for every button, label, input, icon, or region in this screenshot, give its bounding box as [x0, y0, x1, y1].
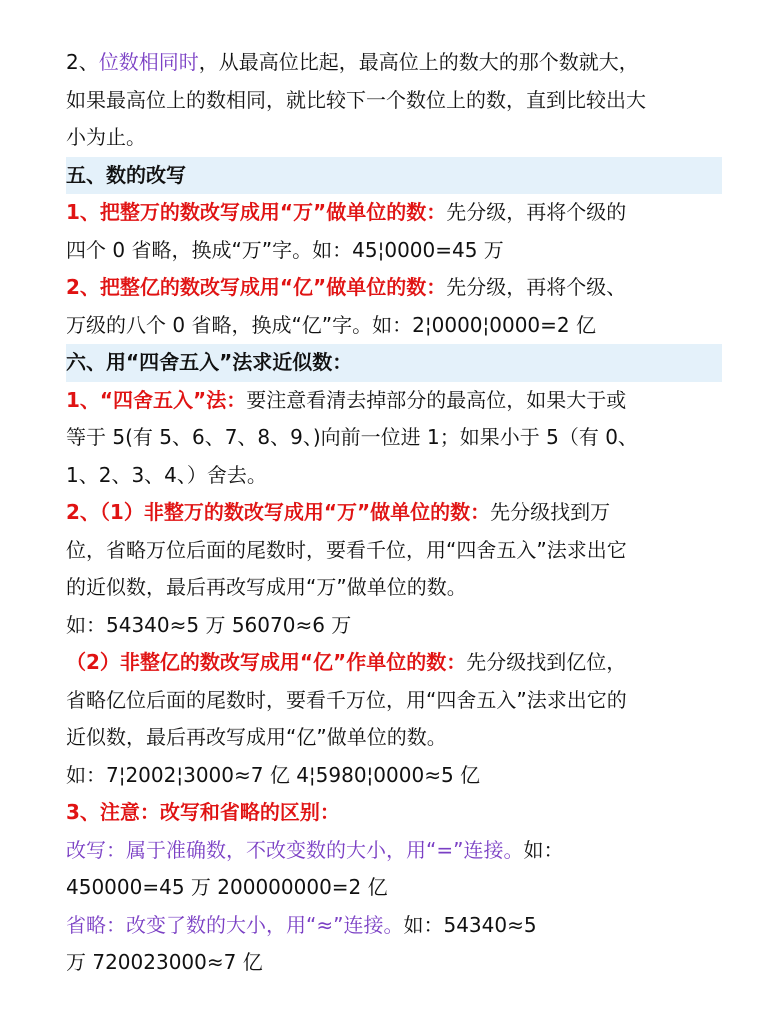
- s5-item1-title: 1、把整万的数改写成用“万”做单位的数：: [66, 200, 447, 224]
- section-6-heading: 六、用“四舍五入”法求近似数：: [66, 344, 722, 382]
- s5-item2-text1: 先分级，再将个级、: [446, 275, 627, 299]
- s6-item3-line1: [66, 644, 708, 682]
- omit-example: 万 720023000≈7 亿: [66, 950, 263, 974]
- s5-item1-text1: 先分级，再将个级的: [446, 200, 627, 224]
- s5-item1-line2: 四个 0 省略，换成“万”字。如：45¦0000=45 万: [66, 237, 504, 262]
- s6-item2-line3: 的近似数，最后再改写成用“万”做单位的数。: [66, 575, 467, 599]
- s6-item1-line3: 1、2、3、4、）舍去。: [66, 462, 267, 487]
- s6-item2-line1: [66, 494, 708, 532]
- rewrite-label: 改写：属于准确数，不改变数的大小，用“=”连接。: [66, 837, 524, 862]
- s6-item3-line2: 省略亿位后面的尾数时，要看千万位，用“四舍五入”法求出它的: [66, 687, 627, 712]
- intro-highlight: 位数相同时: [98, 50, 199, 74]
- s6-item1-line2: 等于 5(有 5、6、7、8、9、)向前一位进 1；如果小于 5（有 0、: [66, 425, 638, 449]
- s5-item2-title: 2、把整亿的数改写成用“亿”做单位的数：: [66, 275, 447, 299]
- intro-line-1: [66, 44, 708, 82]
- intro-number: 2、: [66, 50, 99, 74]
- s5-item1-line1: [66, 194, 708, 232]
- rewrite-example: 450000=45 万 200000000=2 亿: [66, 875, 388, 899]
- s6-item3-text1: 先分级找到亿位，: [466, 650, 627, 674]
- s5-item2-line2: 万级的八个 0 省略，换成“亿”字。如：2¦0000¦0000=2 亿: [66, 312, 596, 337]
- omit-line: [66, 907, 708, 945]
- intro-line-2: 如果最高位上的数相同，就比较下一个数位上的数，直到比较出大: [66, 87, 646, 112]
- s5-item2-line1: [66, 269, 708, 307]
- s6-item2-example: 如：54340≈5 万 56070≈6 万: [66, 612, 352, 637]
- s6-item1-line1: [66, 382, 708, 420]
- s6-item2-line2: 位，省略万位后面的尾数时，要看千位，用“四舍五入”法求出它: [66, 537, 627, 562]
- s6-item1-title: 1、“四舍五入”法：: [66, 387, 247, 412]
- omit-label: 省略：改变了数的大小，用“≈”连接。: [66, 912, 404, 937]
- s6-item2-title: 2、（1）非整万的数改写成用“万”做单位的数：: [66, 500, 491, 524]
- s6-item4-title: 3、注意：改写和省略的区别：: [66, 800, 340, 824]
- s6-item3-line3: 近似数，最后再改写成用“亿”做单位的数。: [66, 725, 447, 749]
- intro-line-3: 小为止。: [66, 125, 146, 149]
- rewrite-suffix: 如：: [523, 837, 564, 862]
- section-5-heading: 五、数的改写: [66, 157, 722, 195]
- s6-item3-example: 如：7¦2002¦3000≈7 亿 4¦5980¦0000≈5 亿: [66, 762, 481, 787]
- s6-item2-text1: 先分级找到万: [490, 500, 611, 524]
- rewrite-line: [66, 832, 708, 870]
- s6-item1-text1: 要注意看清去掉部分的最高位，如果大于或: [246, 387, 627, 412]
- s6-item3-title: （2）非整亿的数改写成用“亿”作单位的数：: [66, 650, 467, 674]
- intro-text: ，从最高位比起，最高位上的数大的那个数就大，: [198, 50, 639, 74]
- omit-suffix: 如：54340≈5: [403, 912, 537, 937]
